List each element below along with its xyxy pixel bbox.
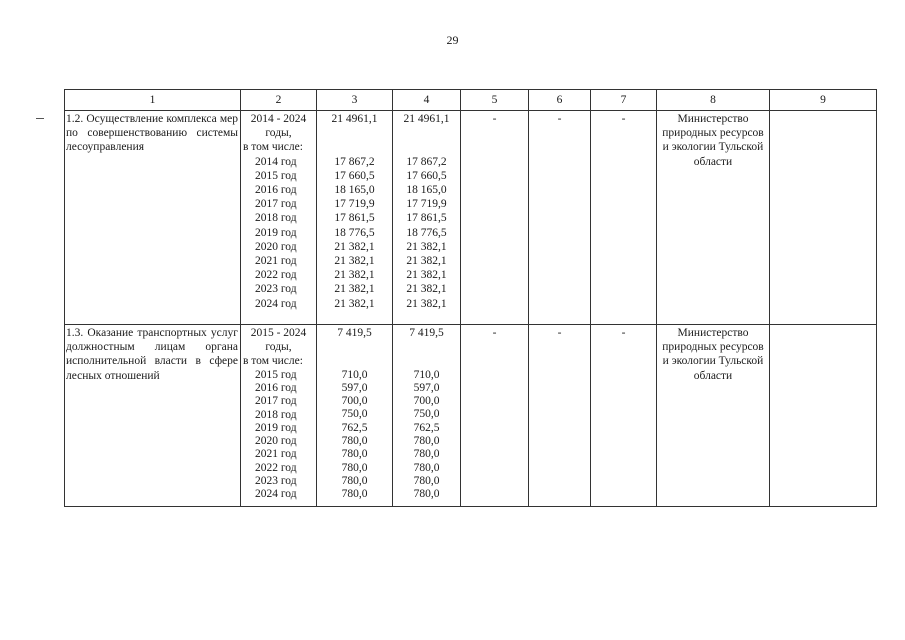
col4-total: 7 419,5	[409, 327, 444, 339]
header-col-6: 6	[529, 90, 591, 111]
col7-cell: -	[591, 325, 657, 507]
col3-value: 21 382,1	[334, 240, 375, 253]
col3-cell	[317, 325, 393, 507]
col4-total: 21 4961,1	[403, 113, 450, 125]
col4-value: 21 382,1	[406, 297, 447, 310]
period-range: 2014 - 2024	[250, 113, 307, 125]
year-label: 2019 год	[255, 421, 297, 434]
col3-value: 21 382,1	[334, 269, 375, 282]
col4-value: 597,0	[413, 381, 440, 394]
period-suffix: годы,	[265, 341, 292, 354]
year-label: 2016 год	[255, 184, 297, 197]
col4-value: 18 776,5	[406, 226, 447, 239]
year-label: 2022 год	[255, 461, 297, 474]
col4-value: 17 861,5	[406, 212, 447, 225]
col3-total: 21 4961,1	[331, 113, 378, 125]
col4-value: 17 867,2	[406, 155, 447, 168]
header-col-8: 8	[657, 90, 770, 111]
col4-cell	[393, 111, 461, 325]
col4-value: 21 382,1	[406, 269, 447, 282]
col3-value: 21 382,1	[334, 255, 375, 267]
col4-value: 780,0	[413, 488, 440, 501]
col3-value: 17 867,2	[334, 155, 375, 168]
year-label: 2018 год	[255, 408, 297, 421]
margin-mark	[36, 118, 44, 119]
year-label: 2020 год	[255, 240, 297, 253]
header-col-7: 7	[591, 90, 657, 111]
col4-value: 780,0	[413, 461, 440, 474]
col3-value: 780,0	[341, 448, 368, 461]
col4-value: 21 382,1	[406, 283, 447, 296]
year-label: 2023 год	[255, 283, 297, 296]
col4-value: 17 719,9	[406, 198, 447, 211]
measure-name: 1.3. Оказание транспортных услуг должностным лицам органа исполнительной власти в сфере лесных отношений	[65, 325, 241, 507]
table-row	[65, 111, 877, 325]
measure-name: 1.2. Осуществление комплекса мер по совершенствованию системы лесоуправления	[65, 111, 241, 325]
col7-cell: -	[591, 111, 657, 325]
col6-cell: -	[529, 111, 591, 325]
year-label: 2019 год	[255, 226, 297, 239]
col3-value: 597,0	[341, 381, 368, 394]
year-label: 2018 год	[255, 212, 297, 225]
header-col-1: 1	[65, 90, 241, 111]
table-row	[65, 325, 877, 507]
year-label: 2022 год	[255, 269, 297, 282]
col4-value: 762,5	[413, 421, 440, 434]
period-cell	[241, 325, 317, 507]
period-cell	[241, 111, 317, 325]
col3-value: 17 719,9	[334, 198, 375, 211]
header-col-5: 5	[461, 90, 529, 111]
col3-total: 7 419,5	[337, 327, 372, 339]
col4-value: 17 660,5	[406, 169, 447, 182]
year-label: 2016 год	[255, 381, 297, 394]
year-label: 2024 год	[255, 488, 297, 501]
responsible-executor: Министерство природных ресурсов и экологии Тульской области	[657, 325, 770, 507]
col3-value: 17 660,5	[334, 169, 375, 182]
col4-value: 780,0	[413, 448, 440, 461]
col3-value: 762,5	[341, 421, 368, 434]
year-label: 2023 год	[255, 474, 297, 487]
col4-value: 710,0	[413, 368, 440, 381]
col4-value: 21 382,1	[406, 240, 447, 253]
col4-value: 700,0	[413, 395, 440, 408]
year-label: 2014 год	[255, 155, 297, 168]
year-label: 2024 год	[255, 297, 297, 310]
year-label: 2017 год	[255, 198, 297, 211]
col3-value: 700,0	[341, 395, 368, 408]
col9-cell	[770, 111, 877, 325]
col3-value: 18 165,0	[334, 183, 375, 196]
header-col-2: 2	[241, 90, 317, 111]
including-label: в том числе:	[243, 355, 303, 368]
year-label: 2015 год	[255, 169, 297, 182]
including-label: в том числе:	[243, 141, 303, 154]
col6-cell: -	[529, 325, 591, 507]
header-col-3: 3	[317, 90, 393, 111]
col3-value: 21 382,1	[334, 297, 375, 310]
col3-value: 21 382,1	[334, 283, 375, 296]
col3-value: 750,0	[341, 408, 368, 421]
col5-cell: -	[461, 111, 529, 325]
header-col-4: 4	[393, 90, 461, 111]
col4-value: 18 165,0	[406, 183, 447, 196]
col3-cell	[317, 111, 393, 325]
responsible-executor: Министерство природных ресурсов и экологии Тульской области	[657, 111, 770, 325]
col4-value: 780,0	[413, 435, 440, 448]
col4-cell	[393, 325, 461, 507]
col4-value: 780,0	[413, 474, 440, 487]
col3-value: 780,0	[341, 488, 368, 501]
col4-value: 21 382,1	[406, 255, 447, 267]
year-label: 2017 год	[255, 395, 297, 408]
period-range: 2015 - 2024	[250, 327, 307, 339]
year-label: 2021 год	[255, 255, 297, 268]
year-label: 2020 год	[255, 435, 297, 448]
col3-value: 780,0	[341, 435, 368, 448]
col3-value: 780,0	[341, 474, 368, 487]
col3-value: 18 776,5	[334, 226, 375, 239]
col5-cell: -	[461, 325, 529, 507]
col4-value: 750,0	[413, 408, 440, 421]
period-suffix: годы,	[265, 127, 292, 140]
year-label: 2015 год	[255, 368, 297, 381]
col9-cell	[770, 325, 877, 507]
col3-value: 710,0	[341, 368, 368, 381]
header-row	[65, 90, 877, 111]
header-col-9: 9	[770, 90, 877, 111]
col3-value: 780,0	[341, 461, 368, 474]
col3-value: 17 861,5	[334, 212, 375, 225]
page-number: 29	[446, 33, 459, 47]
year-label: 2021 год	[255, 448, 297, 461]
program-table	[64, 89, 877, 507]
